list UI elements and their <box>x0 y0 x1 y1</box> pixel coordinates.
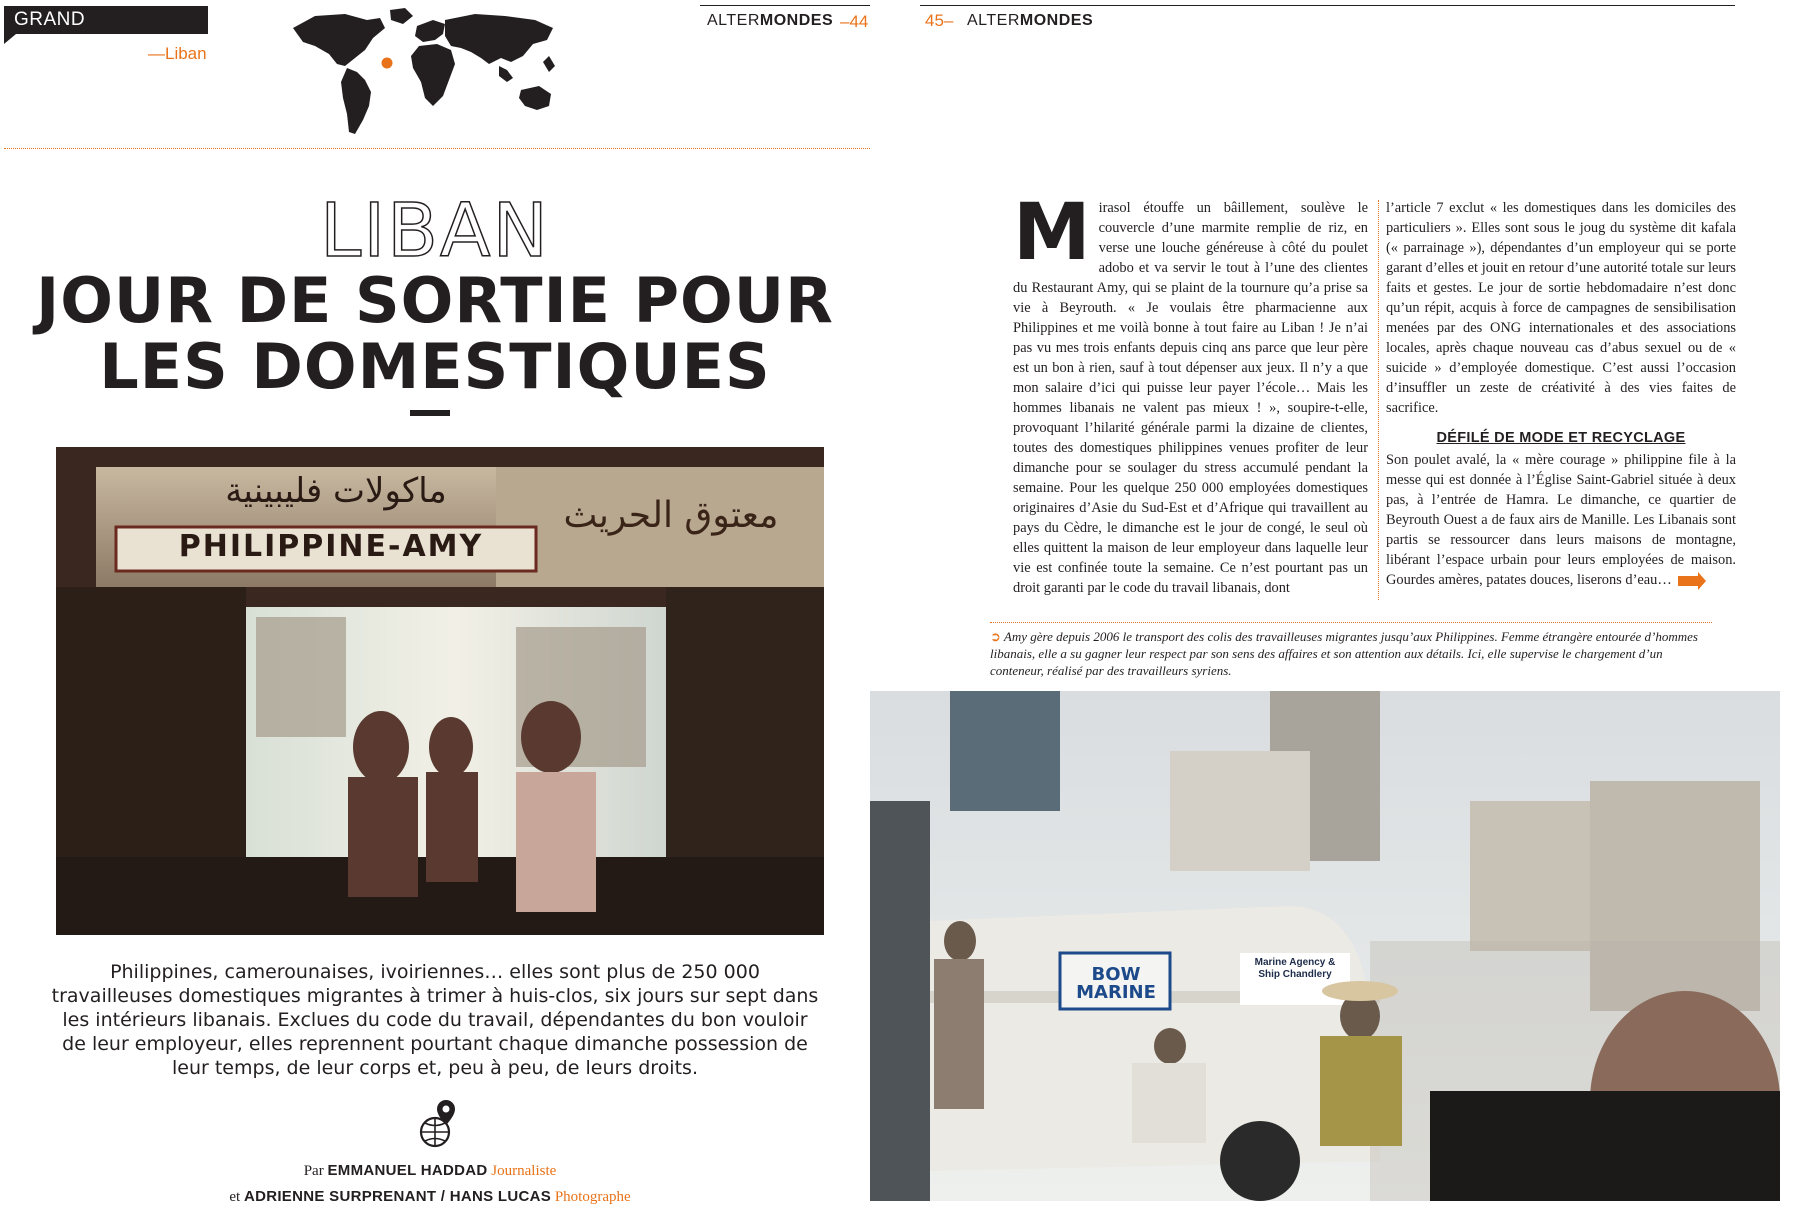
header-dotted-rule <box>4 148 870 149</box>
author-name: EMMANUEL HADDAD <box>327 1162 488 1179</box>
brand-left <box>707 12 833 30</box>
rubric-label: GRAND REPORTAGE <box>4 6 208 34</box>
kicker-text: LIBAN <box>320 188 550 274</box>
article-column-2 <box>1386 198 1736 590</box>
globe-pin-icon <box>418 1098 460 1150</box>
headline-line-1: JOUR DE SORTIE POUR <box>36 264 834 337</box>
van-text: Marine Agency & Ship Chandlery <box>1254 957 1336 980</box>
kicker-title <box>0 188 870 274</box>
header-rule-left <box>700 5 870 6</box>
brand-light: ALTER <box>967 12 1020 29</box>
column-2-paragraph-1: l’article 7 exclut « les domestiques dans les domiciles des particuliers ». Elles sont sous le joug du système dit kafala (« parrainage »), dépendantes d’un employeur qui se porte garant d’elles et jouit en retour d’une autorité totale sur leurs faits et gestes. Le jour de sortie hebdomadaire n’est donc qu’un répit, acquis à force de campagnes de sensibilisation menées par des ONG internationales et des associations locales, après chaque nouveau cas d’abus sexuel ou de « suicide » d’employée domestique. C’est aussi l’occasion d’insuffler un zeste de créativité à des vies faites de sacrifice. <box>1386 200 1736 416</box>
article-column-1 <box>1013 188 1368 598</box>
section-subhead: DÉFILÉ DE MODE ET RECYCLAGE <box>1436 430 1686 446</box>
column-1-text: irasol étouffe un bâillement, soulève le couvercle d’une marmite remplie de riz, en verse une louche généreuse à côté du poulet adobo et va servir le tout à l’une des clientes du Restaurant Amy, qui se plaint de la tournure qu’a prise sa vie à Beyrouth. « Je voulais être pharmacienne aux Philippines et me voilà bonne à tout faire au Liban ! Je n’ai pas vu mes trois enfants depuis cinq ans parce que leur père est un bon à rien, sauf à tout dépenser aux jeux. Il n’y a que mon salaire d’ici qui puisse leur payer l’école… Mais les hommes libanais ne valent pas mieux ! », soupire-t-elle, provoquant l’hilarité générale parmi la dizaine de clientes, toutes des domestiques philippines venues profiter de leur dimanche pour se soulager du stress accumulé pendant la semaine. Pour les quelque 250 000 employées domestiques originaires d’Asie du Sud-Est et d’Afrique qui travaillent au pays du Cèdre, le dimanche est le jour de congé, le seul où elles quittent la maison de leur employeur dans laquelle leur vie est confinée toute la semaine. Ce n’est pourtant pas un droit garanti par le code du travail libanais, dont <box>1013 200 1368 596</box>
page-number-right: 45– <box>925 11 954 30</box>
byline <box>180 1158 680 1210</box>
title-bar <box>410 410 450 416</box>
chapo-intro: Philippines, camerounaises, ivoiriennes… elles sont plus de 250 000 travailleuses domestiques migrantes à trimer à huis-clos, six jours sur sept dans les intérieurs libanais. Exclues du code du travail, dépendantes du bon vouloir de leur employeur, elles reprennent pourtant chaque dimanche possession de leur temps, de leur corps et, peu à peu, de leurs droits. <box>51 961 819 1079</box>
van-photo <box>870 691 1780 1201</box>
sign-arabic-right: معتوق الحريث <box>563 495 779 536</box>
caption-text: Amy gère depuis 2006 le transport des colis des travailleuses migrantes jusqu’aux Philippines. Femme étrangère entourée d’hommes libanais, elle a su gagner leur respect par son sens des affaires et son attention aux détails. Ici, elle supervise le chargement d’un conteneur, réalisé par des travailleurs syriens. <box>990 629 1698 678</box>
continue-arrow-icon <box>1678 576 1698 586</box>
photographer-role: Photographe <box>554 1189 631 1205</box>
author-role: Journaliste <box>491 1163 557 1179</box>
byline-line-2 <box>180 1184 680 1210</box>
van-logo: BOW MARINE <box>1076 964 1156 1003</box>
storefront-photo <box>56 447 824 935</box>
headline-line-2: LES DOMESTIQUES <box>99 330 771 403</box>
brand-bold: MONDES <box>759 12 834 29</box>
header-rule-right <box>920 5 1735 6</box>
headline <box>0 264 870 403</box>
byline-and: et <box>229 1189 241 1205</box>
photo-caption <box>990 628 1710 679</box>
world-map <box>285 6 565 146</box>
column-2-paragraph-2 <box>1386 450 1736 590</box>
brand-light: ALTER <box>707 12 760 29</box>
sign-latin: PHILIPPINE-AMY <box>178 529 484 564</box>
subrubric-label: —Liban <box>148 44 207 63</box>
sign-arabic-top: ماكولات فليبينية <box>225 471 447 511</box>
drop-cap: M <box>1013 188 1091 278</box>
photographer-names: ADRIENNE SURPRENANT / HANS LUCAS <box>243 1188 552 1205</box>
brand-right <box>967 12 1093 30</box>
location-marker-icon <box>382 58 393 69</box>
page-number-left: –44 <box>840 12 869 31</box>
column-2-paragraph-2-text: Son poulet avalé, la « mère courage » philippine file à la messe qui est donnée à l’Église Saint-Gabriel située à deux pas, à l’entrée de Hamra. Le dimanche, ce quartier de Beyrouth Ouest a de faux airs de Manille. Les Libanais sont partis se ressourcer dans leurs maisons de montagne, libérant l’espace urbain pour leurs employées de maison. Gourdes amères, patates douces, liserons d’eau… <box>1386 452 1736 588</box>
caption-arrow-icon: ➲ <box>990 629 1001 644</box>
caption-dotted-rule <box>990 622 1712 623</box>
byline-by: Par <box>303 1163 324 1179</box>
byline-line-1 <box>180 1158 680 1184</box>
brand-bold: MONDES <box>1019 12 1094 29</box>
column-divider <box>1378 200 1379 600</box>
